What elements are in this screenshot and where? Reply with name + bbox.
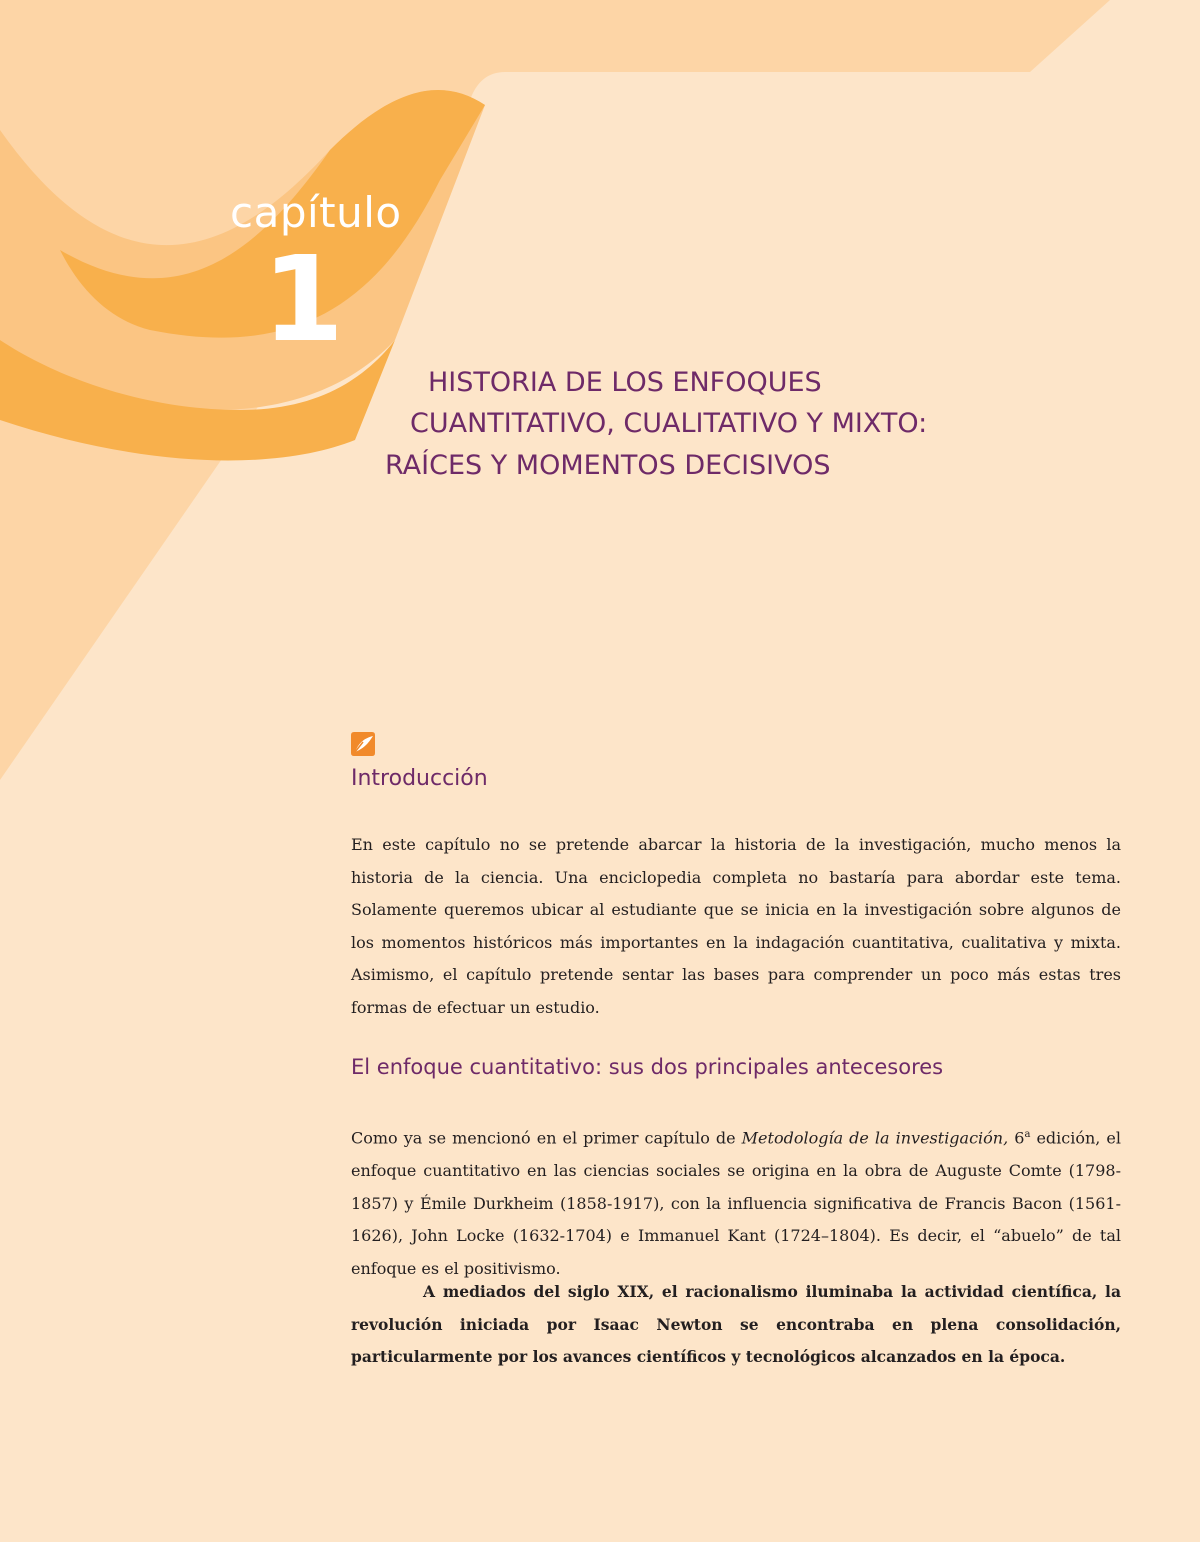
paragraph-text-start: Como ya se mencionó en el primer capítulo de [351,1128,742,1148]
edition-number: 6 [1008,1128,1025,1148]
chapter-title-line-3: RAÍCES Y MOMENTOS DECISIVOS [385,450,831,481]
introduction-heading: Introducción [351,766,488,791]
chapter-title-line-2: CUANTITATIVO, CUALITATIVO Y MIXTO: [410,408,928,439]
paragraph-text-end: edición, el enfoque cuantitativo en las ciencias sociales se origina en la obra de Auguste Comte (1798-1857) y Émile Durkheim (1858-1917), con la influencia significativa de Francis Bacon (1561-1626), John Locke (1632-1704) e Immanuel Kant (1724–1804). Es decir, el “abuelo” de tal enfoque es el positivismo. [351,1128,1122,1278]
chapter-number: 1 [262,230,345,368]
edition-superscript: a [1024,1129,1031,1140]
section-heading-quantitative: El enfoque cuantitativo: sus dos principales antecesores [351,1055,944,1079]
chapter-label: capítulo [230,188,402,237]
chapter-title-line-1: HISTORIA DE LOS ENFOQUES [428,367,822,398]
paragraph-positivism [351,1119,1121,1285]
introduction-paragraph: En este capítulo no se pretende abarcar la historia de la investigación, mucho menos la historia de la ciencia. Una enciclopedia completa no bastaría para abordar este tema. Solamente queremos ubicar al estudiante que se inicia en la investigación sobre algunos de los momentos históricos más importantes en la indagación cuantitativa, cualitativa y mixta. Asimismo, el capítulo pretende sentar las bases para comprender un poco más estas tres formas de efectuar un estudio. [351,835,1121,1017]
orange-square-emblem-icon [349,730,377,758]
paragraph-rationalism: A mediados del siglo XIX, el racionalismo iluminaba la actividad científica, la revolución iniciada por Isaac Newton se encontraba en plena consolidación, particularmente por los avances científicos y tecnológicos alcanzados en la época. [351,1282,1121,1367]
book-title-italic: Metodología de la investigación, [741,1128,1009,1148]
